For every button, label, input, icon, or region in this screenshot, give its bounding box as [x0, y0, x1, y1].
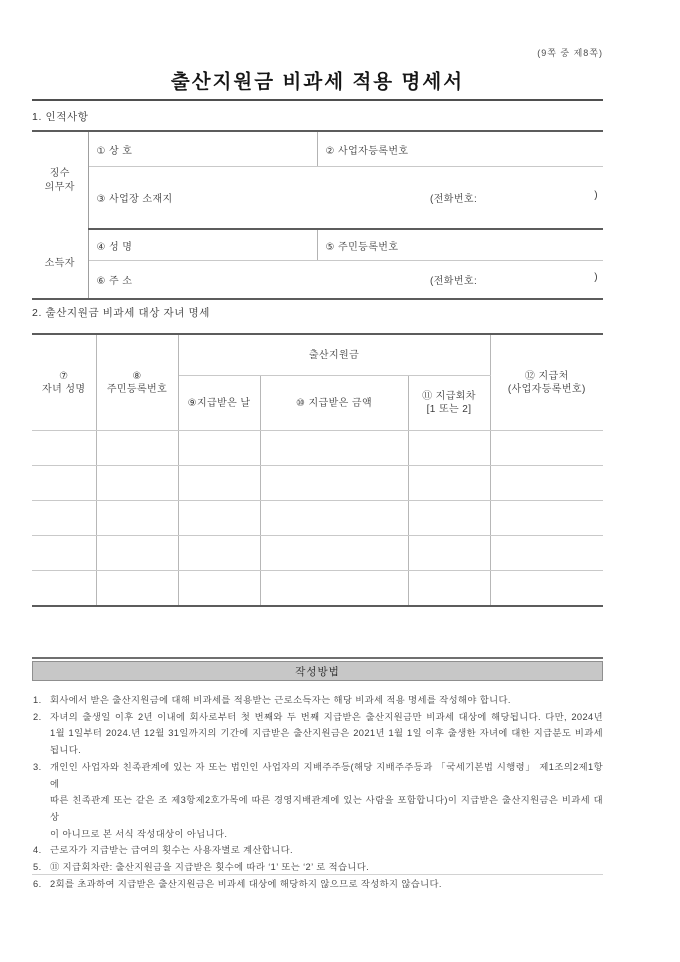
empty-cell[interactable]: [408, 536, 490, 571]
section-2-heading: 2. 출산지원금 비과세 대상 자녀 명세: [32, 307, 210, 319]
empty-cell[interactable]: [490, 571, 603, 607]
empty-cell[interactable]: [260, 536, 408, 571]
instruction-item: 3. 개인인 사업자와 친족관계에 있는 자 또는 법인인 사업자의 지배주주등(해당 지배주주등과 「국세기본법 시행령」 제1조의2제1항에 따른 친족관계 또는 같은 조 제3항제2호가목에 따른 경영지배관계에 있는 사람을 포함합니다)이 지급받은 출산지원금은 비과세 대상 이 아니므로 본 서식 작성대상이 아닙니다.: [33, 761, 603, 839]
empty-cell[interactable]: [408, 501, 490, 536]
empty-cell[interactable]: [178, 466, 260, 501]
empty-cell[interactable]: [32, 466, 96, 501]
instruction-item: 4. 근로자가 지급받는 급여의 횟수는 사용자별로 계산합니다.: [33, 845, 294, 856]
col-child-name-header: ⑦ 자녀 성명: [32, 334, 96, 431]
trade-name-field[interactable]: ① 상 호: [88, 131, 317, 167]
empty-cell[interactable]: [408, 466, 490, 501]
instruction-item: 1. 회사에서 받은 출산지원금에 대해 비과세를 적용받는 근로소득자는 해당 비과세 적용 명세를 작성해야 합니다.: [33, 695, 511, 705]
col-payment-round-header: ⑪ 지급회차 [1 또는 2]: [408, 376, 490, 431]
title-rule: [32, 99, 603, 101]
children-table-body: [32, 431, 603, 607]
children-details-table: [32, 333, 603, 607]
empty-cell[interactable]: [178, 536, 260, 571]
address-label: ⑥ 주 소: [96, 276, 133, 287]
workplace-address-label: ③ 사업장 소재지: [96, 194, 173, 205]
empty-child-row: [32, 431, 603, 466]
col-group-support-payment-header: 출산지원금: [178, 334, 490, 376]
empty-cell[interactable]: [260, 571, 408, 607]
col-payer-header: ⑫ 지급처 (사업자등록번호): [490, 334, 603, 431]
withholding-agent-label: 징수 의무자: [32, 131, 88, 229]
empty-cell[interactable]: [32, 571, 96, 607]
empty-cell[interactable]: [96, 501, 178, 536]
home-phone-field[interactable]: (전화번호: ): [430, 272, 598, 287]
instructions-heading: 작성방법: [32, 661, 603, 681]
instructions-list: [32, 692, 603, 892]
empty-cell[interactable]: [178, 571, 260, 607]
empty-cell[interactable]: [408, 431, 490, 466]
empty-cell[interactable]: [260, 501, 408, 536]
empty-child-row: [32, 571, 603, 607]
income-earner-label: 소득자: [32, 229, 88, 299]
empty-cell[interactable]: [490, 431, 603, 466]
col-payment-amount-header: ⑩ 지급받은 금액: [260, 376, 408, 431]
section-1-heading: 1. 인적사항: [32, 111, 89, 123]
empty-cell[interactable]: [178, 431, 260, 466]
workplace-phone-field[interactable]: (전화번호: ): [430, 190, 598, 205]
address-field[interactable]: [88, 261, 603, 300]
empty-cell[interactable]: [32, 501, 96, 536]
empty-cell[interactable]: [490, 466, 603, 501]
instruction-item: 2. 자녀의 출생일 이후 2년 이내에 회사로부터 첫 번째와 두 번째 지급받은 출산지원금만 비과세 대상에 해당됩니다. 다만, 2024년 1월 1일부터 2024.년 12월 31일까지의 기간에 지급받은 출산지원금은 2021년 1월 1일 이후 출생한 자녀에 대한 지급분도 비과세 됩니다.: [33, 711, 603, 756]
personal-info-table: [32, 130, 603, 300]
empty-cell[interactable]: [96, 466, 178, 501]
business-reg-no-field[interactable]: ② 사업자등록번호: [317, 131, 603, 167]
empty-cell[interactable]: [96, 431, 178, 466]
footer-rule: [32, 874, 603, 875]
form-title: 출산지원금 비과세 적용 명세서: [170, 71, 465, 93]
empty-child-row: [32, 466, 603, 501]
empty-cell[interactable]: [490, 501, 603, 536]
empty-child-row: [32, 501, 603, 536]
col-payment-date-header: ⑨지급받은 날: [178, 376, 260, 431]
empty-child-row: [32, 536, 603, 571]
instruction-item: 6. 2회를 초과하여 지급받은 출산지원금은 비과세 대상에 해당하지 않으므로 작성하지 않습니다.: [33, 878, 442, 889]
workplace-address-field[interactable]: [88, 167, 603, 230]
empty-cell[interactable]: [490, 536, 603, 571]
empty-cell[interactable]: [96, 536, 178, 571]
instructions-top-rule: [32, 657, 603, 659]
empty-cell[interactable]: [178, 501, 260, 536]
page-number-note: (9쪽 중 제8쪽): [537, 48, 603, 58]
instruction-item: 5. ⑪ 지급회차란: 출산지원금을 지급받은 횟수에 따라 ‘1’ 또는 ‘2’ 로 적습니다.: [33, 862, 370, 873]
empty-cell[interactable]: [408, 571, 490, 607]
empty-cell[interactable]: [32, 431, 96, 466]
resident-reg-no-field[interactable]: ⑤ 주민등록번호: [317, 229, 603, 261]
name-field[interactable]: ④ 성 명: [88, 229, 317, 261]
empty-cell[interactable]: [260, 466, 408, 501]
empty-cell[interactable]: [260, 431, 408, 466]
col-resident-no-header: ⑧ 주민등록번호: [96, 334, 178, 431]
empty-cell[interactable]: [96, 571, 178, 607]
empty-cell[interactable]: [32, 536, 96, 571]
